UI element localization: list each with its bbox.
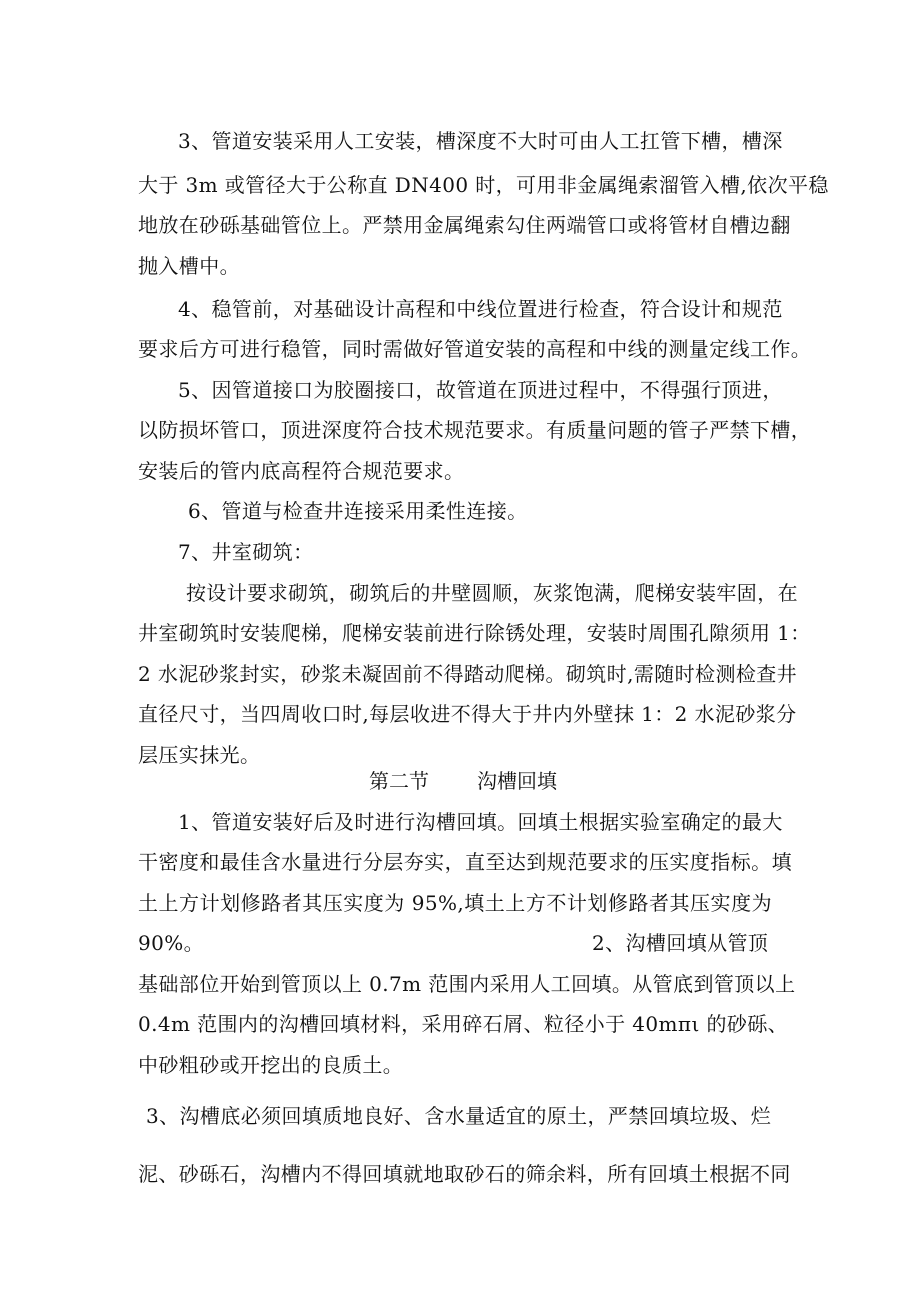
text-line: 中砂粗砂或开挖出的良质土。 xyxy=(138,1053,404,1077)
section-title: 沟槽回填 xyxy=(477,769,557,793)
text-line: 大于 3m 或管径大于公称直 DN400 时，可用非金属绳索溜管入槽,依次平稳 xyxy=(138,173,829,197)
text-line: 2、沟槽回填从管顶 xyxy=(592,931,769,955)
text-line: 层压实抹光。 xyxy=(138,743,261,767)
subsection-title: 7、井室砌筑： xyxy=(178,540,314,564)
text-line: 以防损坏管口，顶进深度符合技术规范要求。有质量问题的管子严禁下槽， xyxy=(138,418,812,442)
text-line: 安装后的管内底高程符合规范要求。 xyxy=(138,459,465,483)
text-line: 0.4m 范围内的沟槽回填材料，采用碎石屑、粒径小于 40mπι 的砂砾、 xyxy=(138,1012,789,1036)
text-line: 抛入槽中。 xyxy=(138,254,240,278)
text-line: 要求后方可进行稳管，同时需做好管道安装的高程和中线的测量定线工作。 xyxy=(138,337,812,361)
text-line: 直径尺寸，当四周收口时,每层收进不得大于井内外壁抹 1：2 水泥砂浆分 xyxy=(138,702,797,726)
text-line: 井室砌筑时安装爬梯，爬梯安装前进行除锈处理，安装时周围孔隙须用 1： xyxy=(138,621,811,645)
text-line: 按设计要求砌筑，砌筑后的井壁圆顺，灰浆饱满，爬梯安装牢固，在 xyxy=(186,581,798,605)
section-number: 第二节 xyxy=(369,769,429,793)
text-line: 泥、砂砾石，沟槽内不得回填就地取砂石的筛余料，所有回填土根据不同 xyxy=(138,1162,791,1186)
text-line: 3、沟槽底必须回填质地良好、含水量适宜的原土，严禁回填垃圾、烂 xyxy=(146,1104,772,1128)
text-line: 6、管道与检查井连接采用柔性连接。 xyxy=(188,499,528,523)
text-line: 地放在砂砾基础管位上。严禁用金属绳索勾住两端管口或将管材自槽边翻 xyxy=(138,213,791,237)
text-line: 干密度和最佳含水量进行分层夯实，直至达到规范要求的压实度指标。填 xyxy=(138,850,792,874)
text-line: 4、稳管前，对基础设计高程和中线位置进行检查，符合设计和规范 xyxy=(178,297,783,321)
text-line: 1、管道安装好后及时进行沟槽回填。回填土根据实验室确定的最大 xyxy=(178,810,783,834)
text-line: 90%。 xyxy=(138,931,205,955)
text-line: 3、管道安装采用人工安装，槽深度不大时可由人工扛管下槽，槽深 xyxy=(178,129,783,153)
text-line: 基础部位开始到管顶以上 0.7m 范围内采用人工回填。从管底到管顶以上 xyxy=(138,972,796,996)
text-line: 土上方计划修路者其压实度为 95%,填土上方不计划修路者其压实度为 xyxy=(138,891,772,915)
text-line: 2 水泥砂浆封实，砂浆未凝固前不得踏动爬梯。砌筑时,需随时检测检查井 xyxy=(138,662,798,686)
text-line: 5、因管道接口为胶圈接口，故管道在顶进过程中，不得强行顶进， xyxy=(178,378,783,402)
